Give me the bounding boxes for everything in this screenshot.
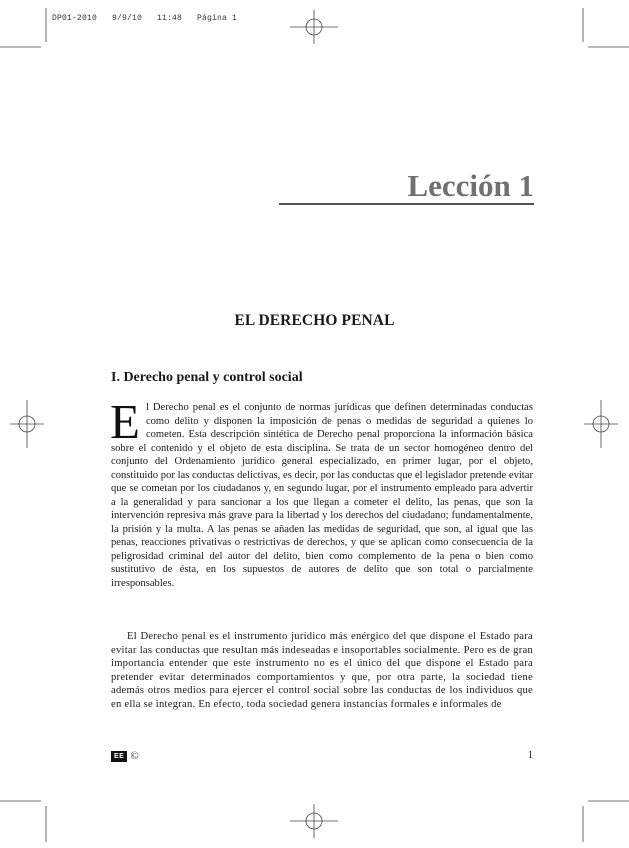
lesson-title-rule xyxy=(279,203,534,205)
registration-mark-right xyxy=(584,400,618,448)
publisher-logo xyxy=(111,750,139,762)
drop-cap: E xyxy=(110,394,140,449)
page-number: 1 xyxy=(527,750,533,761)
registration-mark-bottom xyxy=(290,804,338,838)
section-heading: I. Derecho penal y control social xyxy=(111,370,303,385)
body-paragraph-1 xyxy=(110,394,533,590)
registration-mark-left xyxy=(10,400,44,448)
lesson-title: Lección 1 xyxy=(407,168,534,203)
publisher-logo-mark: EE xyxy=(111,751,127,762)
body-paragraph-2: El Derecho penal es el instrumento jurídico más enérgico del que dispone el Estado para evitar las conductas que resultan más indeseadas e insoportables socialmente. Pero es de gran importancia entender que este instrumento no es el único del que dispone el Estado para pretender evitar determinados comportamientos y que, por otra parte, la sociedad tiene además otros medios para ejercer el control social sobre las conductas de los individuos que en ella se integran. En efecto, toda sociedad genera instancias formales e informales de xyxy=(111,631,533,710)
chapter-title: EL DERECHO PENAL xyxy=(234,312,395,329)
paragraph-1-text: l Derecho penal es el conjunto de normas jurídicas que definen determinadas conductas como delito y disponen la imposición de penas o medidas de seguridad a quienes lo cometen. Esta descripción sintética de Derecho penal proporciona la información básica sobre el contenido y el objeto de esta disciplina. Se trata de un sector homogéneo dentro del conjunto del Ordenamiento jurídico general especializado, en primer lugar, por el objeto, constituido por las conductas delictivas, es decir, por las conductas que el legislador pretende evitar que se cometan por los ciudadanos y, en segundo lugar, por el instrumento empleado para advertir a la generalidad y para sancionar a los que llegan a cometer el delito, las penas, que son la intervención represiva más grave para la libertad y los derechos del ciudadano; fundamentalmente, la prisión y la multa. A las penas se añaden las medidas de seguridad, que son, al igual que las penas, reacciones privativas o restrictivas de derechos, y que se aplican como consecuencia de la peligrosidad criminal del autor del delito, bien como complemento de la pena o bien como sustitutivo de ésta, en los supuestos de autores de delito que son total o parcialmente irresponsables. xyxy=(111,402,533,589)
print-slug: DP01-2010 9/9/10 11:48 Página 1 xyxy=(52,14,238,23)
registration-mark-top xyxy=(290,10,338,44)
copyright-symbol: © xyxy=(130,750,139,762)
